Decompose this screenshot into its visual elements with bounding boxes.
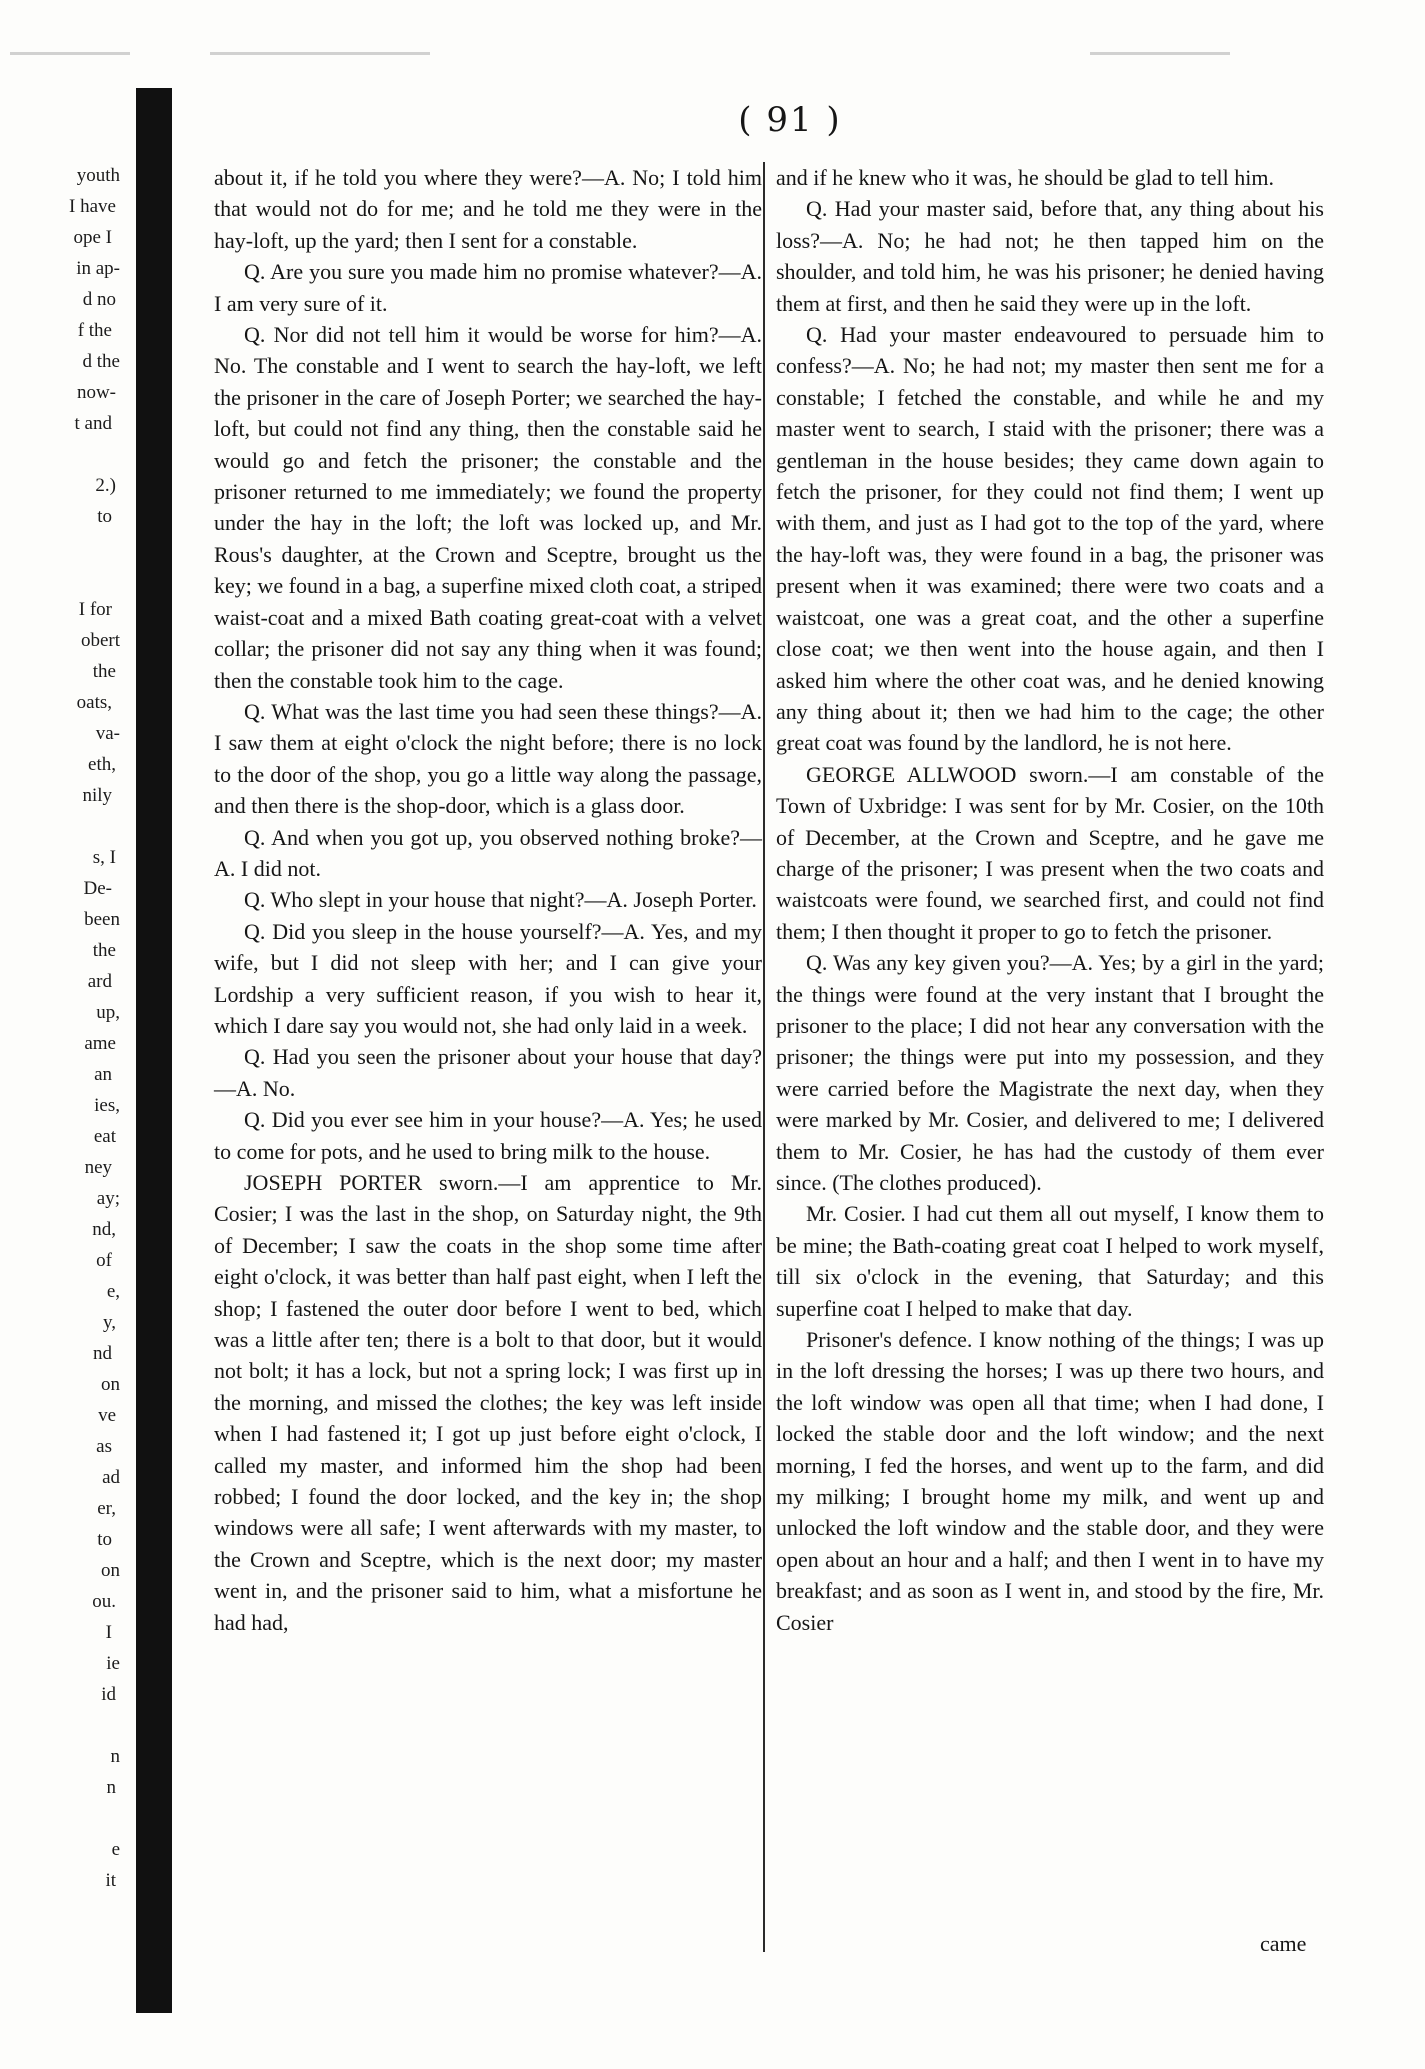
bleed-fragment: 2.) [95,475,116,496]
bleed-fragment: I have [69,196,116,217]
paragraph: GEORGE ALLWOOD sworn.—I am constable of the Town of Uxbridge: I was sent for by Mr. Cosier, on the 10th of December, at the Crown and Sceptre, and he gave me charge of the prisoner; I was present when the two coats and waistcoats were found, we searched first, and could not find them; I then thought it proper to go to fetch the prisoner. [776,761,1324,944]
bleed-fragment: ney [84,1157,112,1178]
bleed-fragment: obert [80,630,120,651]
bleed-fragment: d no [82,289,116,310]
paragraph: Q. Did you ever see him in your house?—A. Yes; he used to come for pots, and he used to bring milk to the house. [214,1107,762,1164]
bleed-fragment: as [96,1436,112,1457]
paragraph: Q. What was the last time you had seen these things?—A. I saw them at eight o'clock the night before; there is no lock to the door of the shop, you go a little way along the passage, and then there is the shop-door, which is a glass door. [214,698,762,819]
bleed-fragment: I [105,1622,112,1643]
bleed-fragment: to [97,506,112,527]
paragraph: Mr. Cosier. I had cut them all out myself, I know them to be mine; the Bath-coating great coat I helped to work myself, till six o'clock in the evening, that Saturday; and this superfine coat I helped to make that day. [776,1201,1324,1321]
bleed-fragment: ve [98,1405,116,1426]
bleed-fragment: of [96,1250,112,1271]
bleed-fragment: ay; [96,1188,120,1209]
catchword: came [1260,1931,1307,1956]
bleed-fragment: ie [106,1653,120,1674]
bleed-fragment: n [106,1777,116,1798]
bleed-fragment: up, [96,1002,120,1023]
bleed-fragment: id [101,1684,116,1705]
paragraph: Q. Had your master endeavoured to persuade him to confess?—A. No; he had not; my master then sent me for a constable; I fetched the constable, and while he and my master went to search, I staid with the prisoner; there was a gentleman in the house besides; they came down again to fetch the prisoner, for they could not find them; I went up with them, and just as I had got to the top of the yard, where the hay-loft was, they were found in a bag, the prisoner was present when it was examined; there were two coats and a waistcoat, one was a great coat, and the other a superfine close coat; we then went into the house again, and then I asked him where the other coat was, and he denied knowing any thing about it; then we had him to the cage; the other great coat was found by the landlord, he is not here. [776,322,1324,756]
bleed-fragment: De- [83,878,112,899]
bleed-fragment: on [101,1560,120,1581]
bleed-fragment: s, I [92,847,116,868]
page-number: ( 91 ) [738,100,842,140]
bleed-fragment: er, [97,1498,116,1519]
bleed-fragment: eat [93,1126,116,1147]
bleed-fragment: va- [95,723,120,744]
bleed-fragment: ad [102,1467,120,1488]
paragraph: Q. Did you sleep in the house yourself?—A. Yes, and my wife, but I did not sleep with her; and I can give your Lordship a very sufficient reason, if you wish to hear it, which I dare say you would not, she had only laid in a week. [214,918,762,1038]
page-scuff [210,52,430,55]
bleed-fragment: ou. [92,1591,116,1612]
bleed-fragment: e, [106,1281,120,1302]
paragraph: about it, if he told you where they were?—A. No; I told him that would not do for me; and he told me they were in the hay-loft, up the yard; then I sent for a constable. [214,165,762,253]
bleed-fragment: eth, [88,754,116,775]
bleed-fragment: nily [82,785,112,806]
bleed-fragment: the [92,940,116,961]
page-scuff [1090,52,1230,55]
paragraph: Q. And when you got up, you observed nothing broke?—A. I did not. [214,824,762,881]
paragraph: Q. Had your master said, before that, any thing about his loss?—A. No; he had not; he then tapped him on the shoulder, and told him, he was his prisoner; he denied having them at first, and then he said they were up in the loft. [776,196,1324,316]
bleed-fragment: been [84,909,120,930]
bleed-fragment: n [110,1746,120,1767]
bleed-fragment: nd [93,1343,112,1364]
bleed-fragment: nd, [92,1219,116,1240]
bleed-fragment: to [97,1529,112,1550]
bleed-fragment: on [101,1374,120,1395]
column-divider [763,162,765,1952]
bleed-fragment: ame [84,1033,116,1054]
paragraph: Prisoner's defence. I know nothing of the things; I was up in the loft dressing the horses; I was up there two hours, and the loft window was open all that time; when I had done, I locked the stable door and the loft window; and the next morning, I fed the horses, and went up to the farm, and did my milking; I brought home my milk, and went up and unlocked the loft window and the stable door, and they were open about an hour and a half; and then I went in to have my breakfast; and as soon as I went in, and stood by the fire, Mr. Cosier [776,1327,1324,1635]
page-scuff [10,52,130,55]
paragraph: JOSEPH PORTER sworn.—I am apprentice to Mr. Cosier; I was the last in the shop, on Saturday night, the 9th of December; I saw the coats in the shop some time after eight o'clock, it was better than half past eight, when I left the shop; I fastened the outer door before I went to bed, which was a little after ten; there is a bolt to that door, but it would not bolt; it has a lock, but not a spring lock; I was first up in the morning, and missed the clothes; the key was left inside when I had fastened it; I got up just before eight o'clock, I called my master, and informed him the shop had been robbed; I found the door locked, and the key in; the shop windows were all safe; I went afterwards with my master, to the Crown and Sceptre, which is the next door; my master went in, and the prisoner said to him, what a misfortune he had had, [214,1170,762,1635]
bleed-fragment: I for [78,599,112,620]
bleed-fragment: the [92,661,116,682]
bleed-fragment: it [105,1870,116,1891]
bleed-fragment: in ap- [76,258,120,279]
binding-gutter [136,88,172,2013]
paragraph: Q. Was any key given you?—A. Yes; by a girl in the yard; the things were found at the very instant that I brought the prisoner to the place; I did not hear any conversation with the prisoner; the things were put into my possession, and they were carried before the Magistrate the next day, when they were marked by Mr. Cosier, and delivered to me; I delivered them to Mr. Cosier, he has had the custody of them ever since. (The clothes produced). [776,950,1324,1195]
bleed-fragment: ard [87,971,112,992]
bleed-fragment: now- [76,382,116,403]
bleed-fragment: an [94,1064,112,1085]
bleed-fragment: f the [77,320,112,341]
paragraph: Q. Had you seen the prisoner about your house that day?—A. No. [214,1044,762,1101]
left-text-column [214,162,762,1962]
paragraph: and if he knew who it was, he should be glad to tell him. [776,165,1274,190]
bleed-fragment: oats, [76,692,112,713]
bleed-fragment: d the [82,351,120,372]
bleed-fragment: t and [74,413,112,434]
bleed-fragment: ope I [73,227,112,248]
right-text-column [776,162,1324,1962]
paragraph: Q. Nor did not tell him it would be worse for him?—A. No. The constable and I went to search the hay-loft, we left the prisoner in the care of Joseph Porter; we searched the hay-loft, but could not find any thing, then the constable said he would go and fetch the prisoner; the constable and the prisoner returned to me immediately; we found the property under the hay in the loft; the loft was locked up, and Mr. Rous's daughter, at the Crown and Sceptre, brought us the key; we found in a bag, a superfine mixed cloth coat, a striped waist-coat and a mixed Bath coating great-coat with a velvet collar; the prisoner did not say any thing when it was found; then the constable took him to the cage. [214,322,762,693]
bleed-fragment: ies, [94,1095,120,1116]
bleed-fragment: e [111,1839,120,1860]
paragraph: Q. Who slept in your house that night?—A. Joseph Porter. [244,887,757,913]
bleed-fragment: y, [102,1312,116,1333]
bleed-fragment: youth [76,165,120,186]
paragraph: Q. Are you sure you made him no promise whatever?—A. I am very sure of it. [214,259,762,316]
